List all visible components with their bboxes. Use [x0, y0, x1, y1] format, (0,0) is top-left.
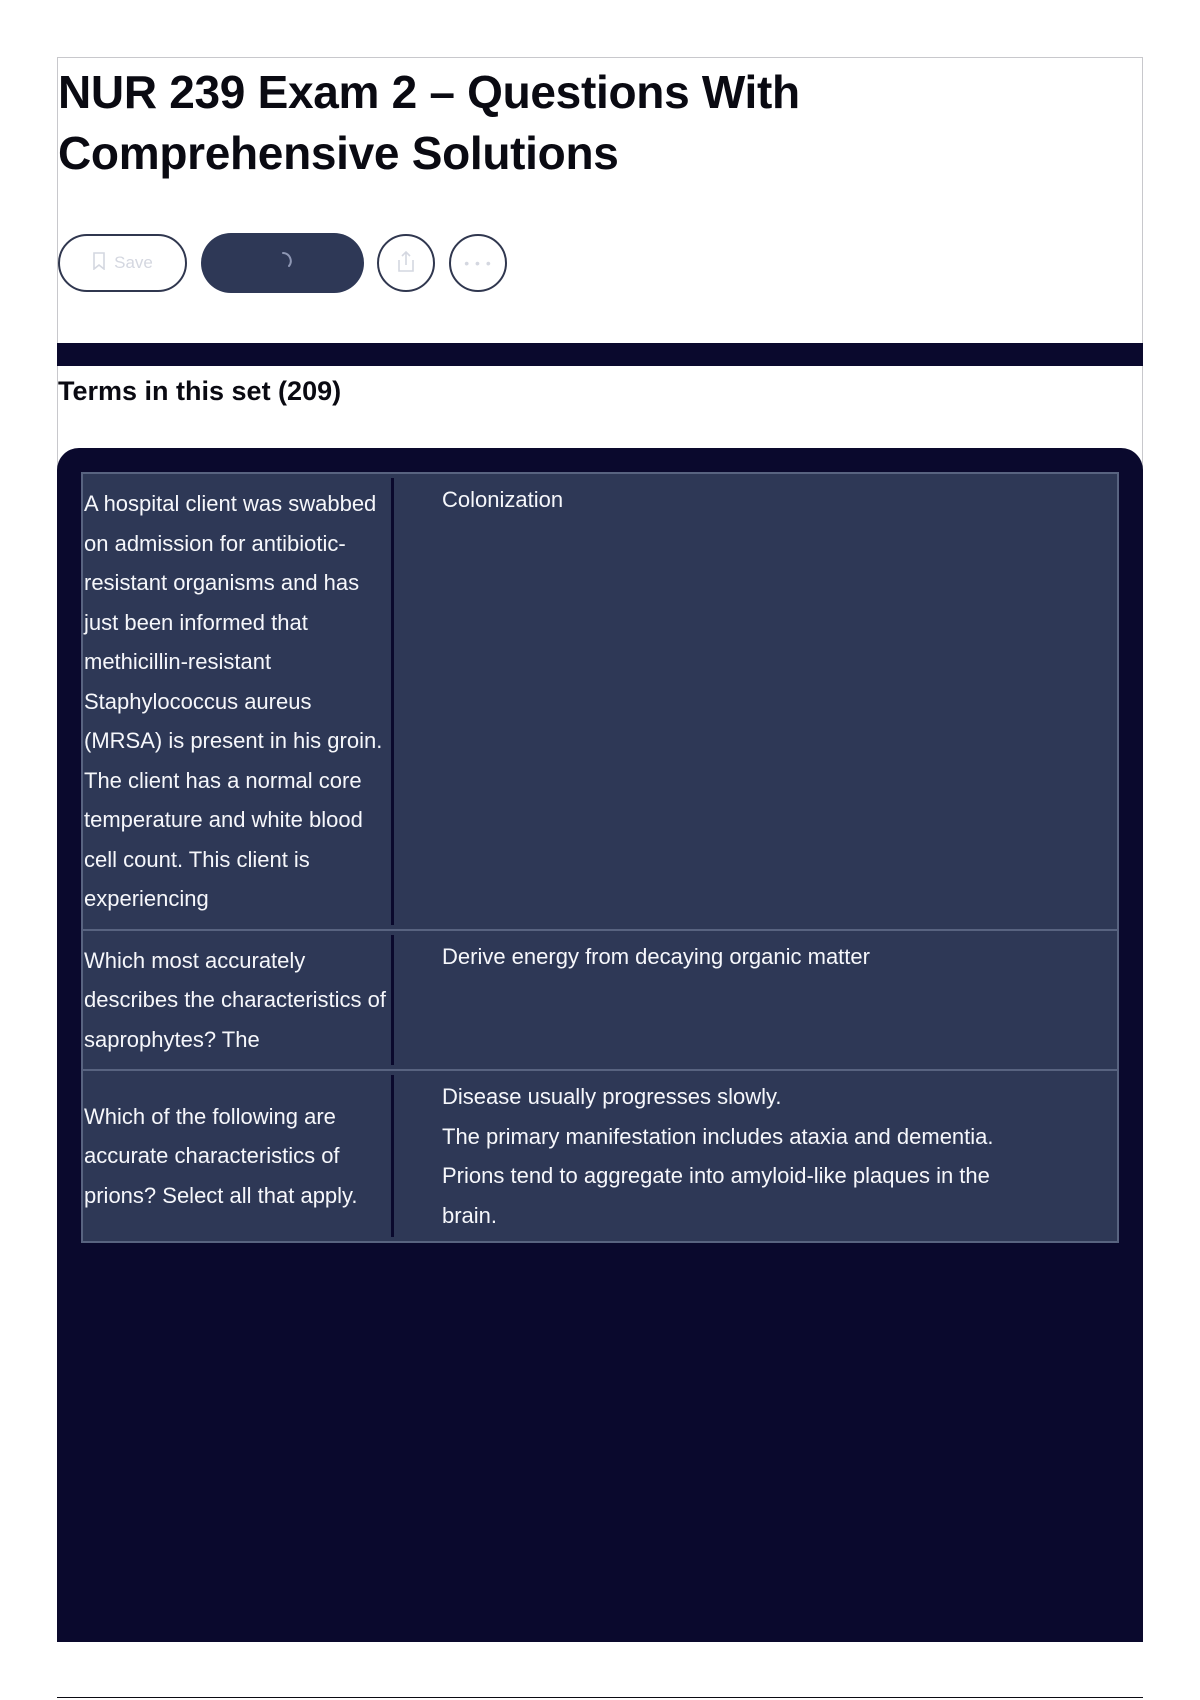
- definition-line: Colonization: [442, 487, 564, 512]
- definition-text: [394, 931, 1117, 1070]
- more-icon: • • •: [464, 255, 492, 271]
- term-row: [81, 1069, 1119, 1243]
- terms-list: [81, 472, 1119, 1243]
- bottom-rule: [57, 1697, 1143, 1698]
- definition-line: Prions tend to aggregate into amyloid-like plaques in the brain.: [442, 1163, 990, 1228]
- term-text: Which most accurately describes the characteristics of saprophytes? The: [83, 935, 394, 1066]
- spinner-icon: [272, 250, 294, 277]
- term-text: Which of the following are accurate characteristics of prions? Select all that apply.: [83, 1075, 394, 1237]
- more-options-button[interactable]: [449, 234, 507, 292]
- definition-line: Disease usually progresses slowly.: [442, 1084, 782, 1109]
- page-title: NUR 239 Exam 2 – Questions With Comprehensive Solutions: [58, 66, 800, 179]
- terms-heading: Terms in this set (209): [58, 376, 342, 406]
- terms-panel: [57, 448, 1143, 1642]
- definition-line: The primary manifestation includes ataxia and dementia.: [442, 1123, 994, 1149]
- definition-line: Derive energy from decaying organic matter: [442, 943, 870, 969]
- section-divider: [57, 343, 1143, 366]
- term-row: [81, 929, 1119, 1072]
- share-button[interactable]: [377, 234, 435, 292]
- definition-text: [394, 1071, 1117, 1241]
- document-page: [57, 57, 1143, 1641]
- study-button[interactable]: [201, 233, 364, 293]
- save-button[interactable]: [58, 234, 187, 292]
- term-row: [81, 472, 1119, 931]
- share-icon: [394, 249, 418, 278]
- bookmark-icon: [92, 252, 106, 275]
- save-button-label: Save: [114, 253, 153, 272]
- action-toolbar: [58, 233, 507, 293]
- definition-text: [394, 474, 1117, 929]
- term-text: A hospital client was swabbed on admission for antibiotic-resistant organisms and has just been informed that methicillin-resistant Staphylococcus aureus (MRSA) is present in his groin. The client has a normal core temperature and white blood cell count. This client is experiencing: [83, 478, 394, 925]
